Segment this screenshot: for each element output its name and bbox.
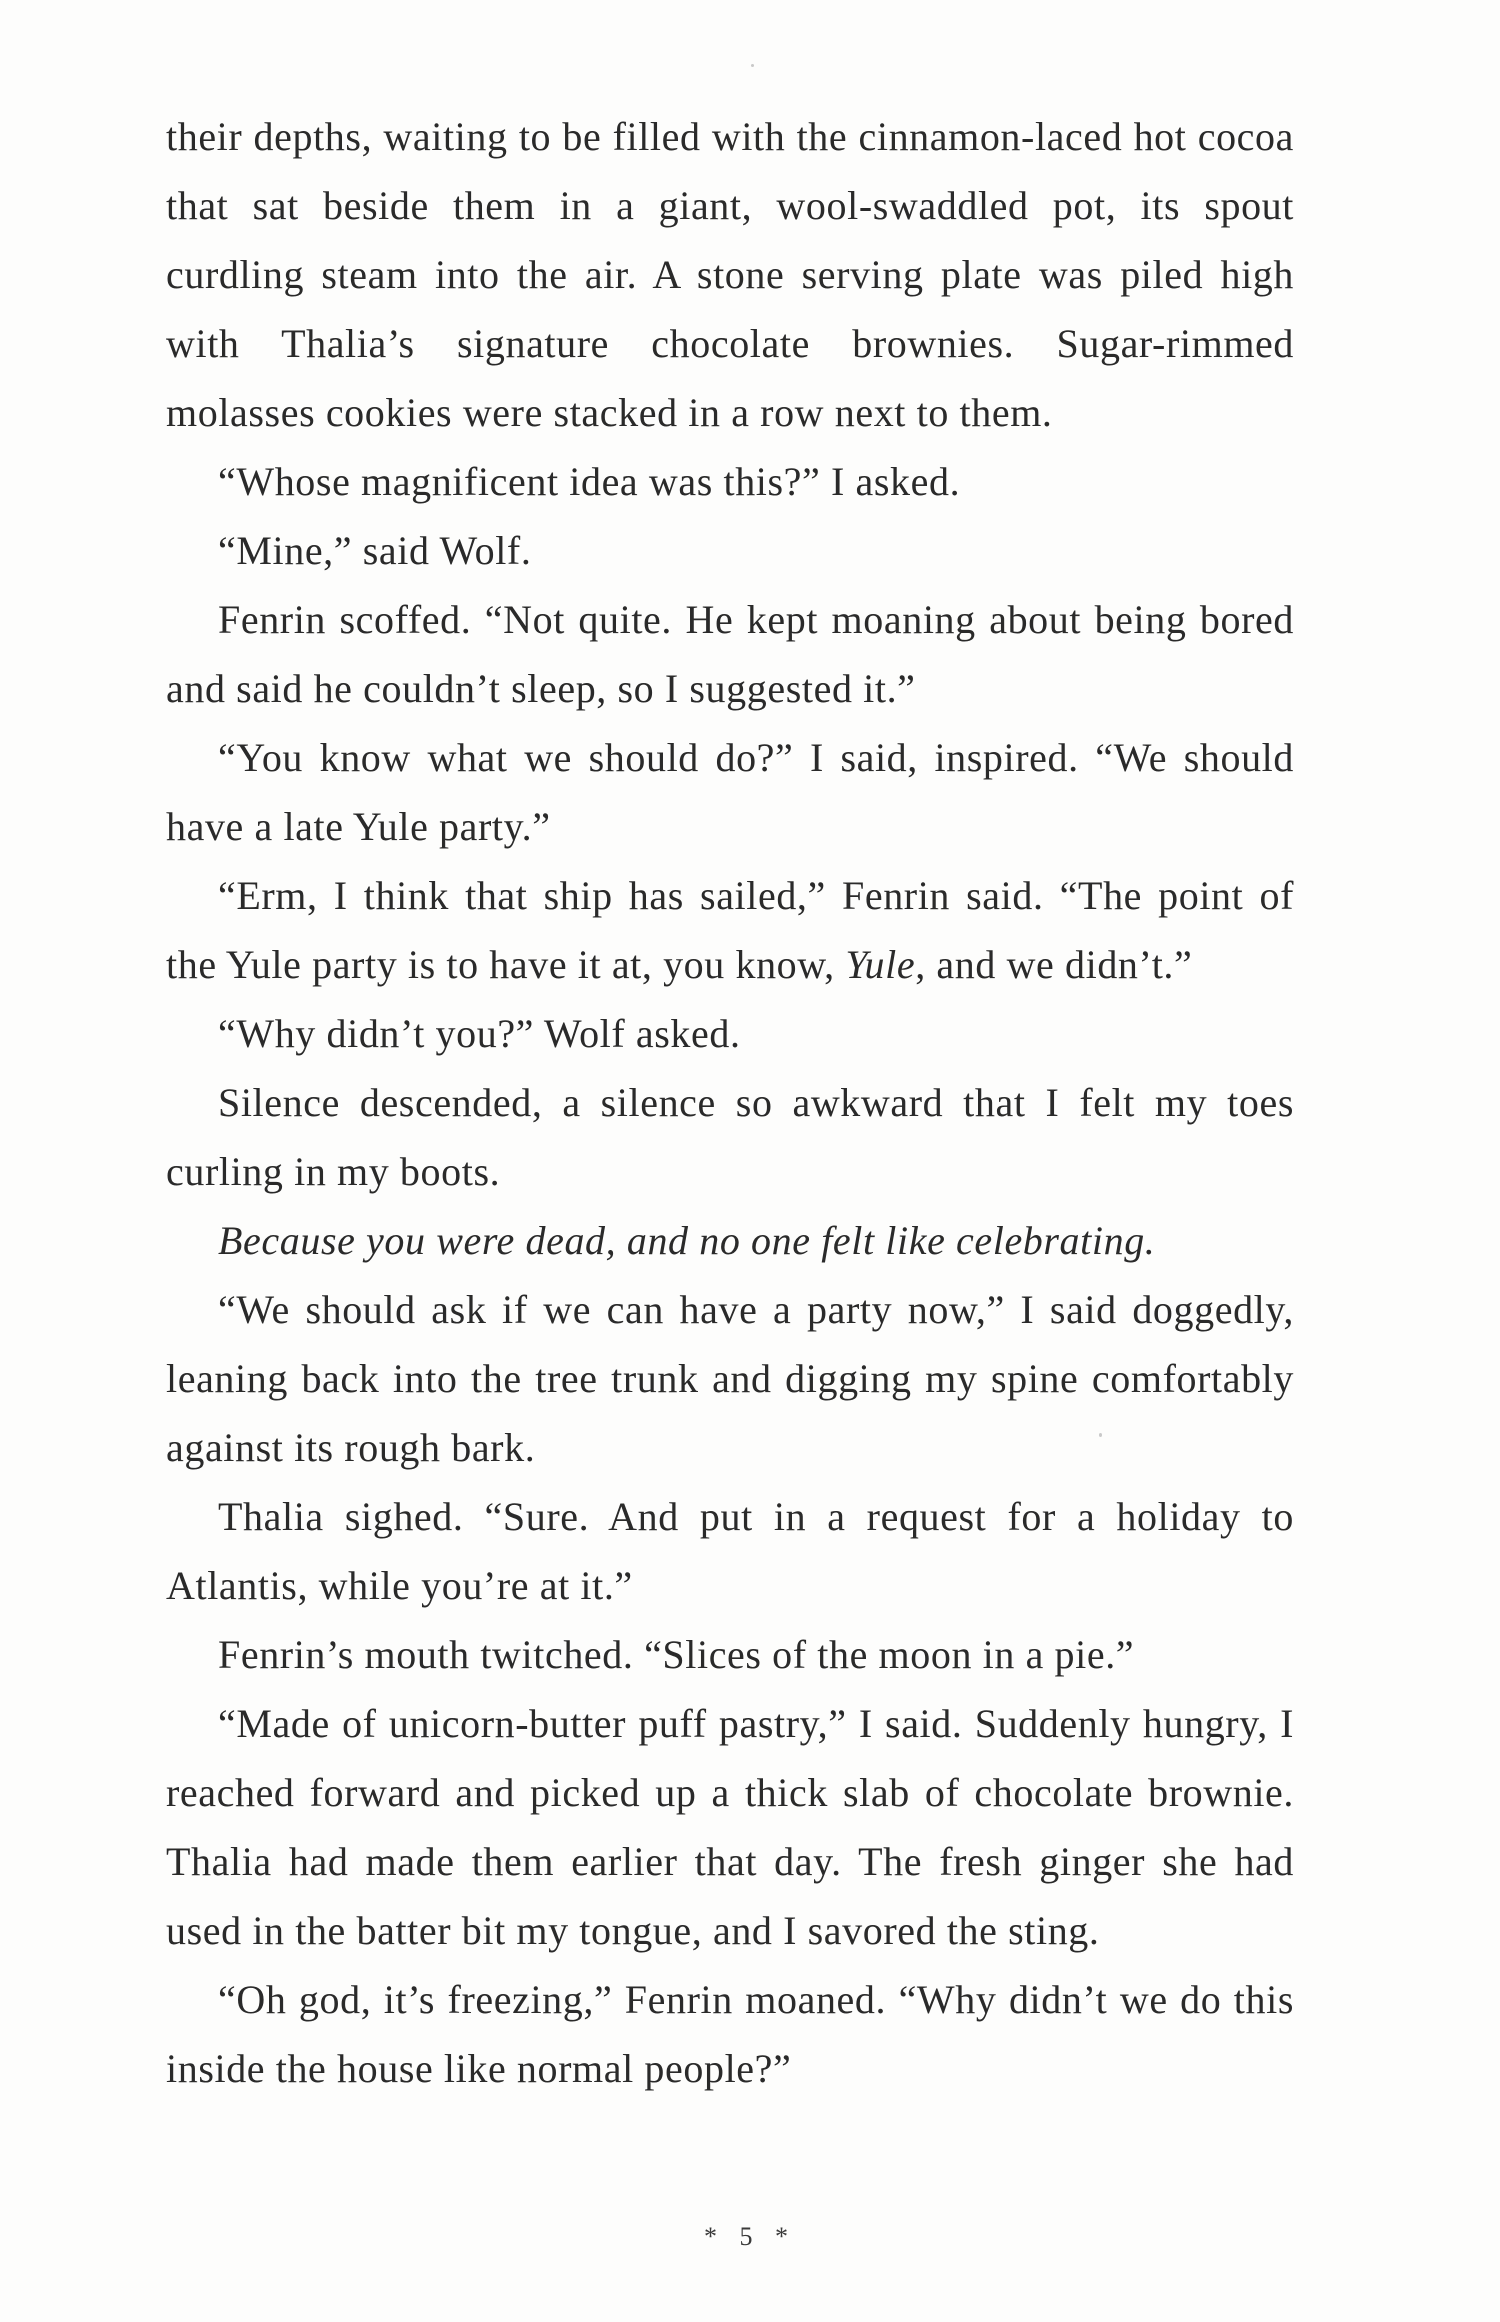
paragraph-7: Silence descended, a silence so awkward that I felt my toes curling in my boots. [166,1080,1294,1194]
paragraph-0: their depths, waiting to be filled with the cinnamon-laced hot cocoa that sat beside them in a giant, wool-swaddled pot, its spout curdling steam into the air. A stone serving plate was piled high with Thalia’s signature chocolate brownies. Sugar-rimmed molasses cookies were stacked in a row next to them. [166,114,1294,435]
paragraph-5-part-3: , and we didn’t.” [915,942,1193,987]
paragraph-12: “Made of unicorn-butter puff pastry,” I said. Suddenly hungry, I reached forward and picked up a thick slab of chocolate brownie. Thalia had made them earlier that day. The fresh ginger she had used in the batter bit my tongue, and I savored the sting. [166,1701,1294,1953]
paragraph-11: Fenrin’s mouth twitched. “Slices of the moon in a pie.” [218,1632,1135,1677]
body-text [166,102,1294,2103]
paragraph-8-italic: Because you were dead, and no one felt like celebrating. [218,1218,1156,1263]
paragraph-5 [166,861,1294,999]
paragraph-1: “Whose magnificent idea was this?” I asked. [218,459,961,504]
paragraph-3: Fenrin scoffed. “Not quite. He kept moaning about being bored and said he couldn’t sleep, so I suggested it.” [166,597,1294,711]
paragraph-6: “Why didn’t you?” Wolf asked. [218,1011,741,1056]
paragraph-10: Thalia sighed. “Sure. And put in a request for a holiday to Atlantis, while you’re at it.” [166,1494,1294,1608]
paragraph-5-italic: Yule [845,942,916,987]
paragraph-4: “You know what we should do?” I said, inspired. “We should have a late Yule party.” [166,735,1294,849]
paragraph-13: “Oh god, it’s freezing,” Fenrin moaned. “Why didn’t we do this inside the house like normal people?” [166,1977,1294,2091]
paragraph-9: “We should ask if we can have a party now,” I said doggedly, leaning back into the tree trunk and digging my spine comfortably against its rough bark. [166,1287,1294,1470]
paragraph-5-part-1: “Erm, I think that ship has sailed,” Fenrin said. “The point of the Yule party is to have it at, you know, [166,873,1294,987]
scan-speck [751,64,754,67]
paragraph-2: “Mine,” said Wolf. [218,528,532,573]
page-number: * 5 * [704,2222,796,2251]
